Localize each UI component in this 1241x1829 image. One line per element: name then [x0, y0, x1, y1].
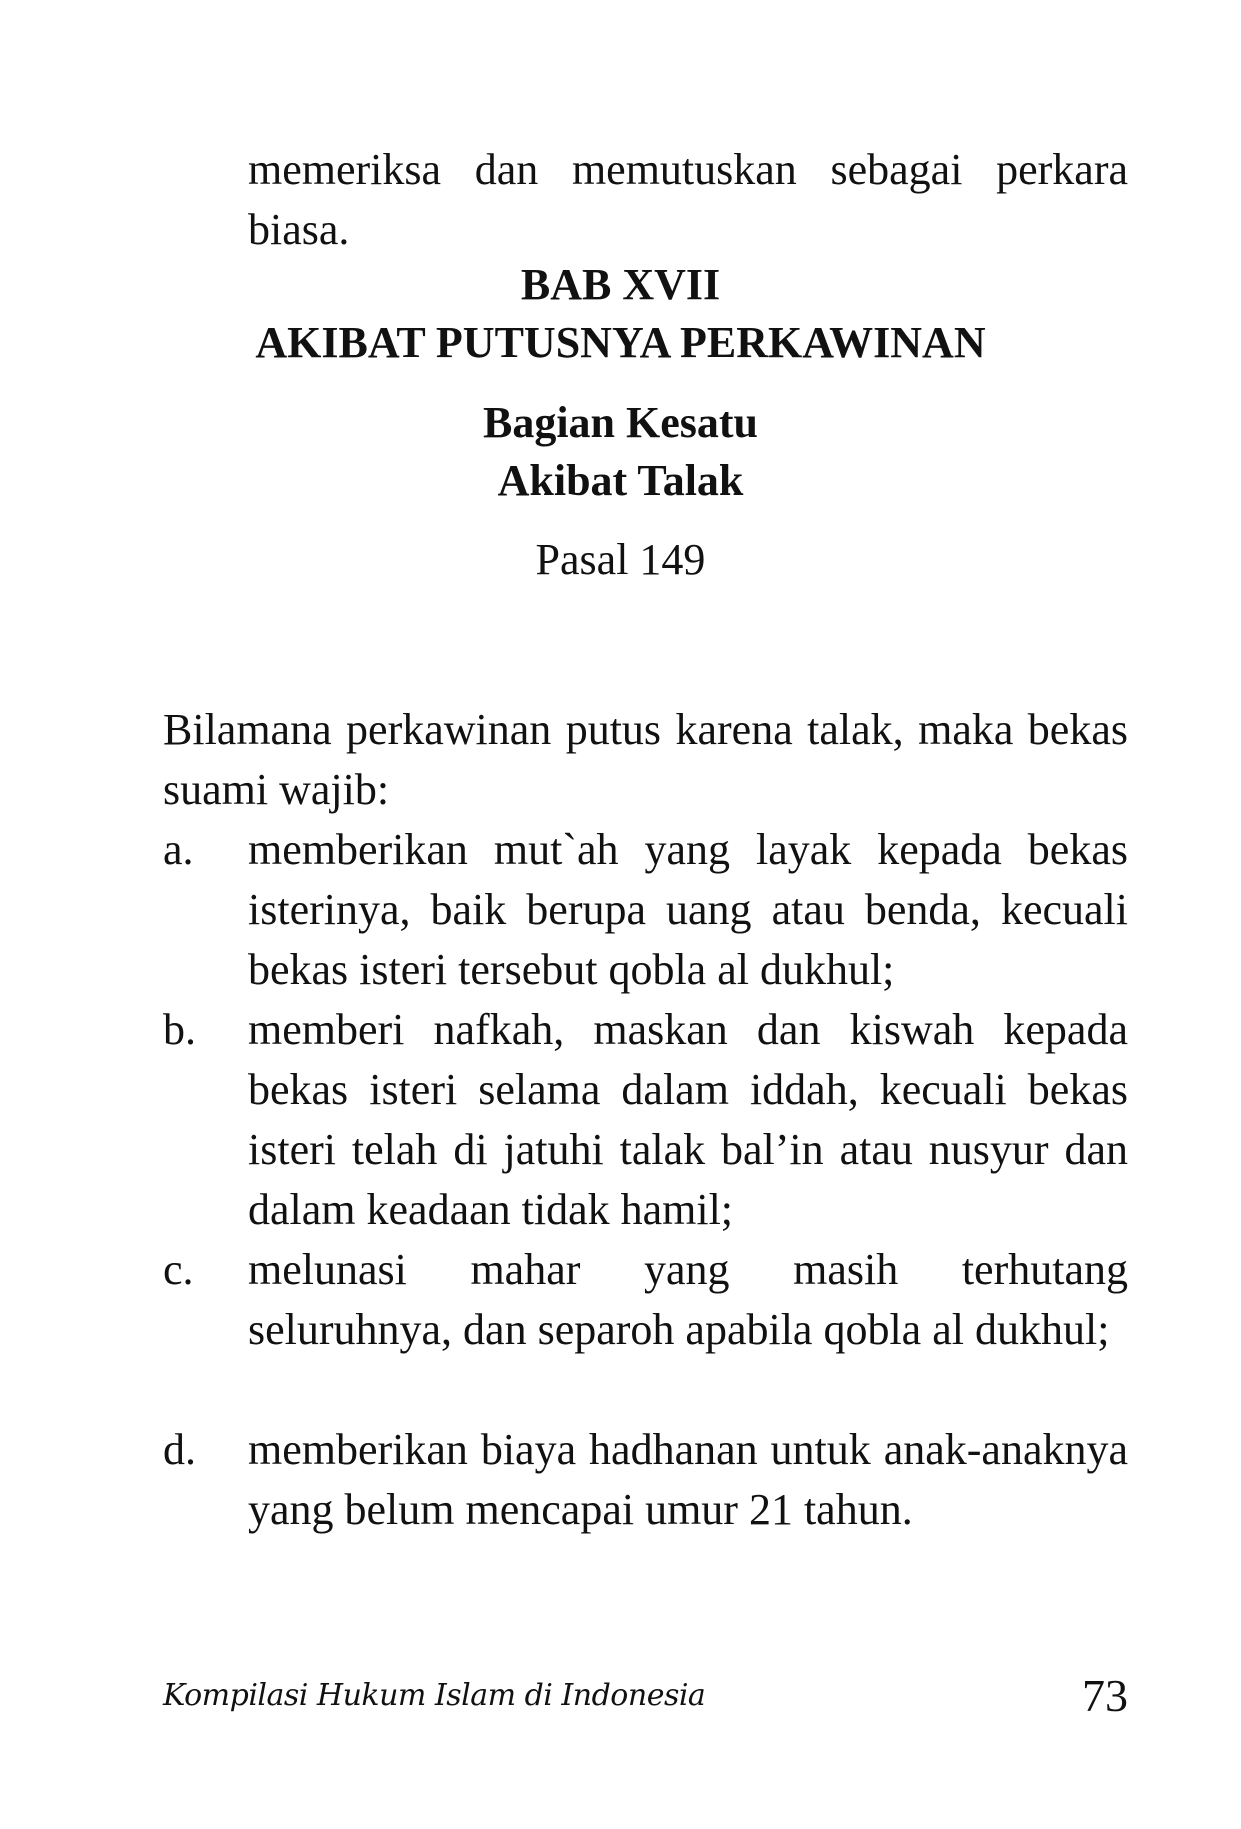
- list-item-letter: a.: [163, 825, 194, 874]
- continuation-paragraph: memeriksa dan memutuskan sebagai perkara biasa.: [248, 145, 1128, 254]
- list-item-text: memberikan mut`ah yang layak kepada bekas isterinya, baik berupa uang atau benda, kecuali bekas isteri tersebut qobla al dukhul;: [248, 825, 1128, 994]
- article-intro: Bilamana perkawinan putus karena talak, maka bekas suami wajib:: [163, 705, 1128, 814]
- list-item-text: melunasi mahar yang masih terhutang seluruhnya, dan separoh apabila qobla al dukhul;: [248, 1245, 1128, 1354]
- list-item-text: memberikan biaya hadhanan untuk anak-anaknya yang belum mencapai umur 21 tahun.: [248, 1425, 1128, 1534]
- section-number: Bagian Kesatu: [482, 398, 759, 447]
- footer-book-title: Kompilasi Hukum Islam di Indonesia: [163, 1678, 706, 1713]
- list-item-letter: d.: [163, 1425, 196, 1474]
- section-title: Akibat Talak: [497, 456, 744, 505]
- page-number: 73: [1082, 1670, 1128, 1721]
- list-item-letter: b.: [163, 1005, 196, 1054]
- list-item-letter: c.: [163, 1245, 194, 1294]
- article-title: Pasal 149: [535, 535, 706, 584]
- chapter-title: AKIBAT PUTUSNYA PERKAWINAN: [255, 318, 986, 367]
- list-item-text: memberi nafkah, maskan dan kiswah kepada bekas isteri selama dalam iddah, kecuali bekas isteri telah di jatuhi talak bal’in atau nusyur dan dalam keadaan tidak hamil;: [248, 1005, 1128, 1234]
- chapter-number: BAB XVII: [520, 260, 721, 309]
